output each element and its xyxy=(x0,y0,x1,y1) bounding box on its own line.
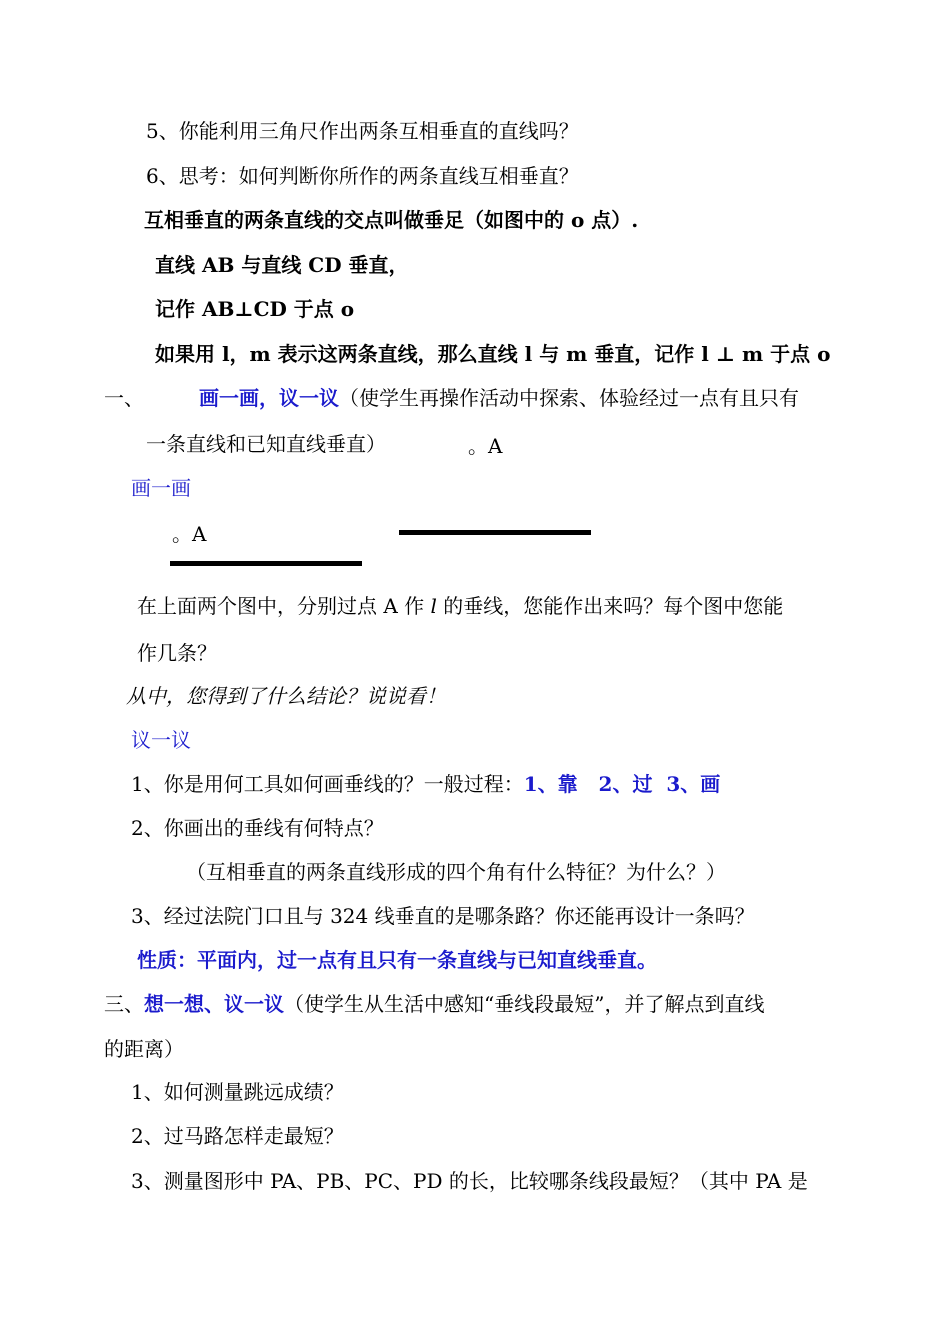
section-3-description-cont: 的距离） xyxy=(104,1037,184,1061)
section-1-title: 画一画，议一议 xyxy=(199,386,339,410)
section-3-heading xyxy=(104,990,764,1018)
subheading-draw: 画一画 xyxy=(131,476,191,500)
section-1-number: 一、 xyxy=(104,386,144,410)
point-a-right: 。A xyxy=(468,434,503,458)
conclusion-prompt: 从中，您得到了什么结论？说说看！ xyxy=(126,684,446,708)
notation-l-m: 如果用 l，m 表示这两条直线，那么直线 l 与 m 垂直，记作 l ⊥ m 于点 o xyxy=(155,342,831,366)
line-l-left xyxy=(170,561,362,566)
section-3-title: 想一想、议一议 xyxy=(144,992,284,1016)
line-l-right xyxy=(399,530,591,535)
section-1-description: （使学生再操作活动中探索、体验经过一点有且只有 xyxy=(339,386,799,410)
point-a-left: 。A xyxy=(172,522,207,546)
drawing-steps: 1、靠 2、过 3、画 xyxy=(523,772,721,796)
discuss-2-sub: （互相垂直的两条直线形成的四个角有什么特征？为什么？） xyxy=(186,860,726,884)
definition-foot: 互相垂直的两条直线的交点叫做垂足（如图中的 o 点）. xyxy=(144,208,639,232)
section-1-description-cont: 一条直线和已知直线垂直） xyxy=(146,432,386,456)
question-perpendicular-cont: 作几条？ xyxy=(137,641,217,665)
discuss-2: 2、你画出的垂线有何特点？ xyxy=(131,816,384,840)
definition-ab-cd: 直线 AB 与直线 CD 垂直， xyxy=(155,253,409,277)
question-5: 5、你能利用三角尺作出两条互相垂直的直线吗？ xyxy=(146,119,579,143)
think-1: 1、如何测量跳远成绩？ xyxy=(131,1080,344,1104)
question-perpendicular: 在上面两个图中，分别过点 A 作 l 的垂线，您能作出来吗？每个图中您能 xyxy=(137,594,784,618)
subheading-discuss: 议一议 xyxy=(131,728,191,752)
symbol-l: l xyxy=(430,594,437,618)
section-3-description: （使学生从生活中感知“垂线段最短”，并了解点到直线 xyxy=(284,992,765,1016)
property-statement: 性质：平面内，过一点有且只有一条直线与已知直线垂直。 xyxy=(137,948,657,972)
think-2: 2、过马路怎样走最短？ xyxy=(131,1124,344,1148)
section-3-number: 三、 xyxy=(104,992,144,1016)
question-6: 6、思考：如何判断你所作的两条直线互相垂直？ xyxy=(146,164,579,188)
discuss-1: 1、你是用何工具如何画垂线的？一般过程：1、靠 2、过 3、画 xyxy=(131,772,721,796)
section-1-heading xyxy=(104,384,799,412)
think-3: 3、测量图形中 PA、PB、PC、PD 的长，比较哪条线段最短？（其中 PA 是 xyxy=(131,1169,808,1193)
notation-ab-cd: 记作 AB⊥CD 于点 o xyxy=(155,297,355,321)
discuss-3: 3、经过法院门口且与 324 线垂直的是哪条路？你还能再设计一条吗？ xyxy=(131,904,755,928)
